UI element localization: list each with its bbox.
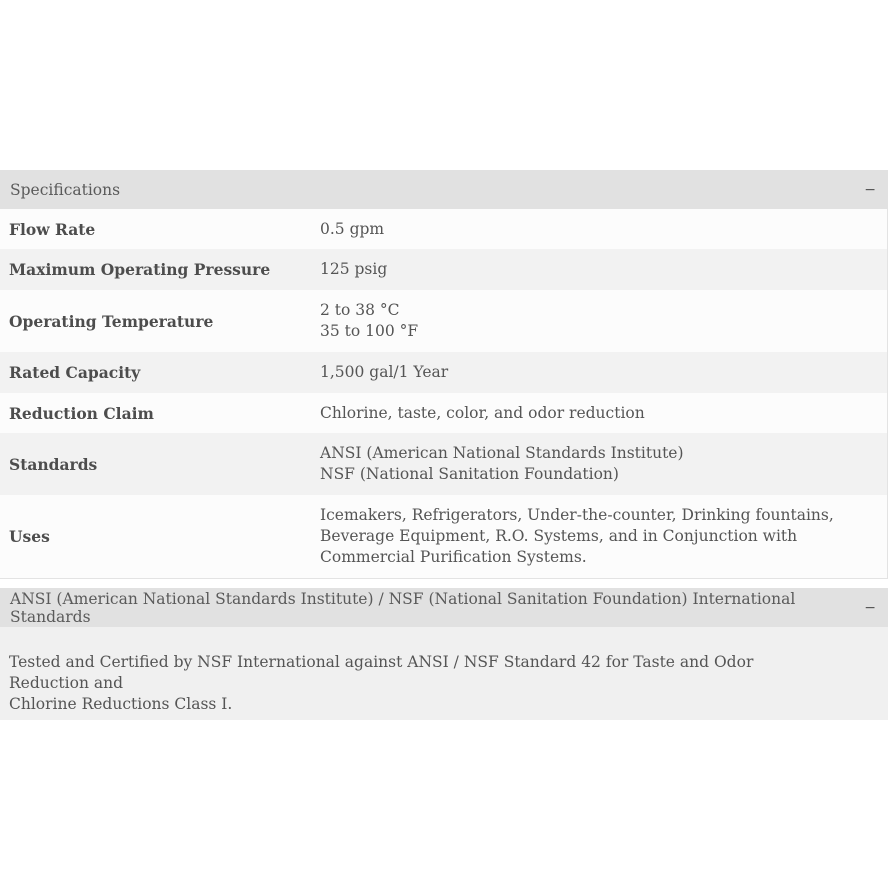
collapse-icon[interactable]: − [864, 599, 876, 616]
spec-row-reduction-claim [0, 393, 888, 433]
spec-value-line: ANSI (American National Standards Institute) [320, 444, 684, 462]
spec-value-line: 1,500 gal/1 Year [320, 363, 449, 381]
spec-value-line: Beverage Equipment, R.O. Systems, and in Conjunction with [320, 526, 798, 545]
spec-value [320, 209, 888, 249]
spec-label: Operating Temperature [9, 311, 214, 331]
spec-value [320, 352, 888, 393]
spec-label: Uses [9, 526, 50, 546]
spec-value-line: Icemakers, Refrigerators, Under-the-counter, Drinking fountains, [320, 505, 834, 524]
spec-label: Rated Capacity [9, 363, 141, 382]
spec-value-line: 2 to 38 °C [320, 301, 400, 319]
specifications-header[interactable] [0, 170, 888, 209]
standards-body-line: Chlorine Reductions Class I. [9, 695, 233, 713]
spec-label: Flow Rate [9, 219, 96, 239]
spec-row-operating-temperature [0, 290, 888, 352]
spec-value [320, 249, 888, 290]
spec-value-line: Commercial Purification Systems. [320, 547, 587, 566]
specifications-title: Specifications [10, 180, 121, 199]
spec-value [320, 290, 888, 352]
standards-body-line: Tested and Certified by NSF International against ANSI / NSF Standard 42 for Taste and Odor Reduction and [9, 653, 754, 692]
spec-value-line: Chlorine, taste, color, and odor reduction [320, 403, 645, 422]
spec-value-line: 35 to 100 °F [320, 322, 419, 340]
standards-section-title: ANSI (American National Standards Institute) / NSF (National Sanitation Foundation) International Standards [10, 589, 796, 626]
spec-value-line: 125 psig [320, 260, 388, 278]
collapse-icon[interactable]: − [864, 181, 876, 198]
spec-value-line: 0.5 gpm [320, 219, 385, 238]
spec-label: Maximum Operating Pressure [9, 260, 271, 279]
spec-value [320, 495, 888, 578]
spec-value [320, 393, 888, 433]
standards-section-body [0, 627, 888, 720]
specifications-table [0, 209, 888, 579]
spec-row-rated-capacity [0, 352, 888, 393]
spec-label: Standards [9, 454, 98, 474]
spec-label: Reduction Claim [9, 403, 154, 423]
standards-section-header[interactable] [0, 588, 888, 627]
spec-row-uses [0, 495, 888, 578]
spec-row-standards [0, 433, 888, 495]
spec-value [320, 433, 888, 495]
spec-value-line: NSF (National Sanitation Foundation) [320, 465, 619, 483]
spec-row-flow-rate [0, 209, 888, 249]
spec-row-max-pressure [0, 249, 888, 290]
